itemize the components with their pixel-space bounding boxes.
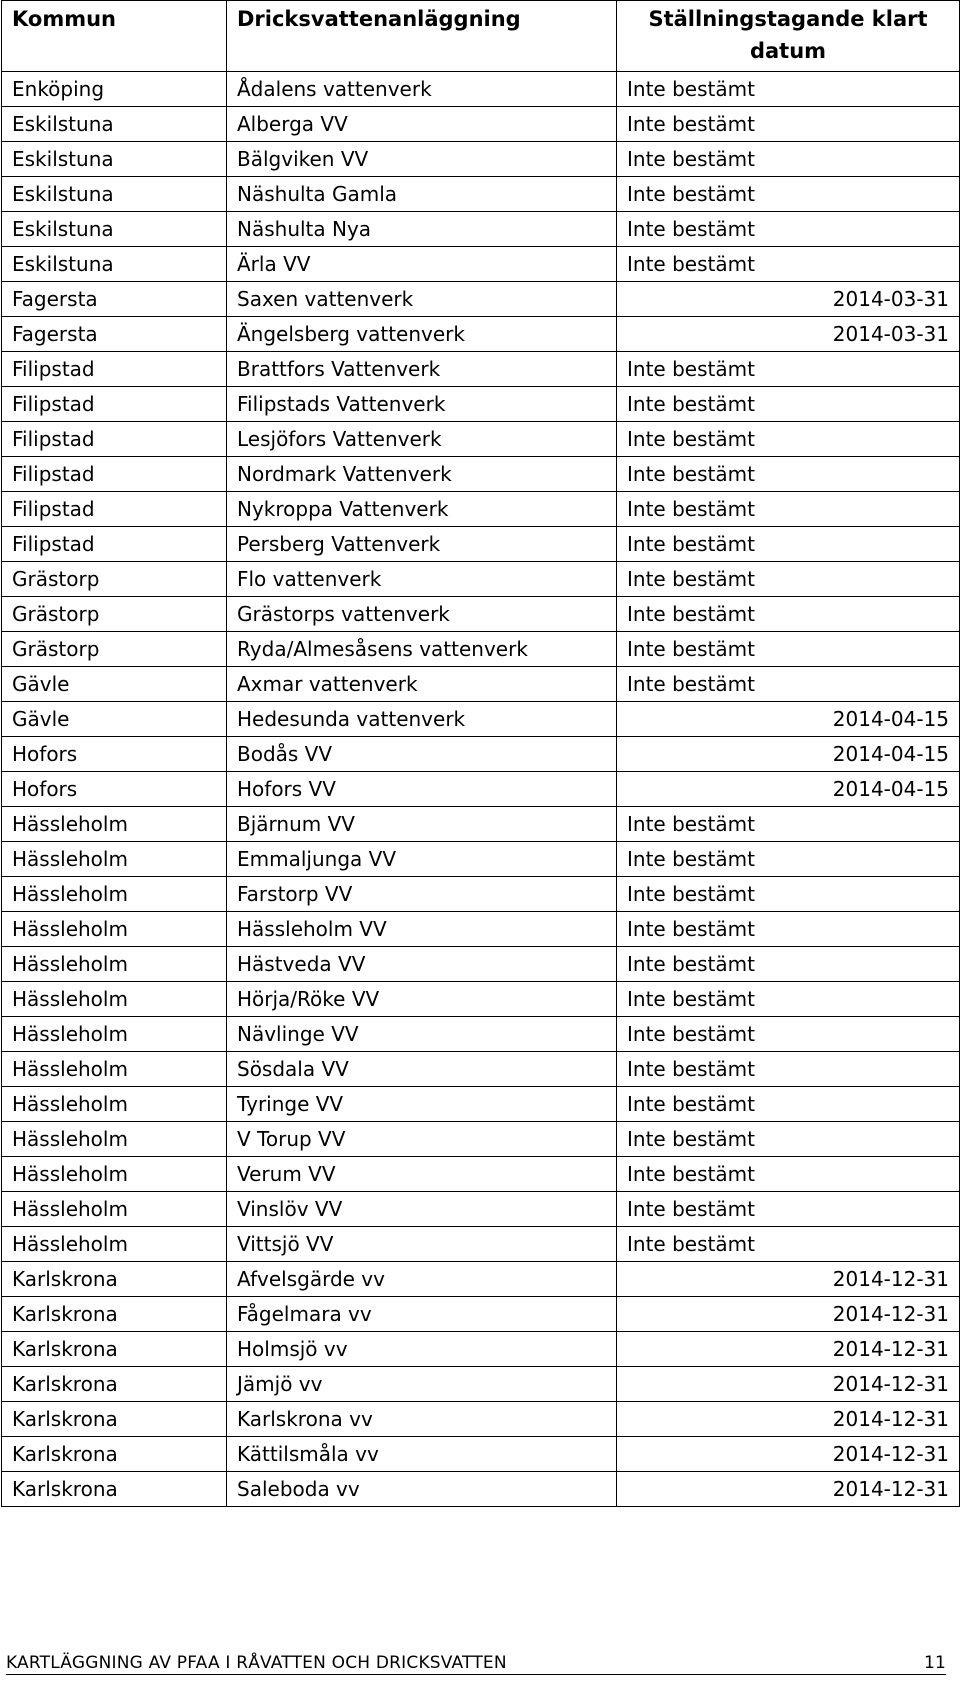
cell-plant: Vinslöv VV (227, 1192, 617, 1227)
cell-plant: Nordmark Vattenverk (227, 457, 617, 492)
header-plant: Dricksvattenanläggning (227, 1, 617, 72)
footer-title: KARTLÄGGNING AV PFAA I RÅVATTEN OCH DRICKSVATTEN (6, 1653, 507, 1673)
cell-status: Inte bestämt (617, 1157, 960, 1192)
cell-plant: Karlskrona vv (227, 1402, 617, 1437)
table-row (2, 982, 960, 1017)
cell-status: 2014-12-31 (617, 1297, 960, 1332)
table-row (2, 212, 960, 247)
cell-plant: Lesjöfors Vattenverk (227, 422, 617, 457)
table-row (2, 1472, 960, 1507)
cell-municipality: Filipstad (2, 492, 227, 527)
cell-municipality: Hässleholm (2, 1157, 227, 1192)
table-row (2, 912, 960, 947)
cell-plant: Nykroppa Vattenverk (227, 492, 617, 527)
cell-status: 2014-04-15 (617, 702, 960, 737)
cell-plant: Saleboda vv (227, 1472, 617, 1507)
cell-municipality: Karlskrona (2, 1402, 227, 1437)
table-row (2, 177, 960, 212)
table-row (2, 1122, 960, 1157)
cell-status: 2014-03-31 (617, 317, 960, 352)
cell-plant: Afvelsgärde vv (227, 1262, 617, 1297)
cell-municipality: Filipstad (2, 352, 227, 387)
cell-municipality: Gävle (2, 667, 227, 702)
cell-plant: Persberg Vattenverk (227, 527, 617, 562)
table-row (2, 142, 960, 177)
cell-plant: Emmaljunga VV (227, 842, 617, 877)
table-row (2, 702, 960, 737)
table-row (2, 1402, 960, 1437)
cell-municipality: Karlskrona (2, 1472, 227, 1507)
cell-municipality: Eskilstuna (2, 177, 227, 212)
table-row (2, 1297, 960, 1332)
cell-status: Inte bestämt (617, 1017, 960, 1052)
cell-municipality: Hässleholm (2, 877, 227, 912)
cell-status: Inte bestämt (617, 947, 960, 982)
cell-status: Inte bestämt (617, 562, 960, 597)
cell-municipality: Hässleholm (2, 1192, 227, 1227)
cell-status: Inte bestämt (617, 107, 960, 142)
table-row (2, 632, 960, 667)
cell-plant: Kättilsmåla vv (227, 1437, 617, 1472)
cell-municipality: Filipstad (2, 387, 227, 422)
cell-plant: Hässleholm VV (227, 912, 617, 947)
cell-municipality: Hässleholm (2, 1122, 227, 1157)
cell-municipality: Filipstad (2, 422, 227, 457)
cell-status: 2014-12-31 (617, 1402, 960, 1437)
table-row (2, 282, 960, 317)
cell-status: 2014-03-31 (617, 282, 960, 317)
cell-status: Inte bestämt (617, 632, 960, 667)
cell-municipality: Hässleholm (2, 842, 227, 877)
table-row (2, 877, 960, 912)
cell-plant: Farstorp VV (227, 877, 617, 912)
cell-plant: Näshulta Nya (227, 212, 617, 247)
cell-municipality: Hofors (2, 772, 227, 807)
cell-status: 2014-12-31 (617, 1262, 960, 1297)
cell-status: 2014-04-15 (617, 737, 960, 772)
cell-municipality: Hässleholm (2, 982, 227, 1017)
table-row (2, 457, 960, 492)
table-row (2, 72, 960, 107)
cell-municipality: Karlskrona (2, 1297, 227, 1332)
table-row (2, 842, 960, 877)
cell-status: Inte bestämt (617, 422, 960, 457)
cell-plant: Holmsjö vv (227, 1332, 617, 1367)
cell-plant: Bälgviken VV (227, 142, 617, 177)
cell-municipality: Eskilstuna (2, 107, 227, 142)
header-municipality: Kommun (2, 1, 227, 72)
table-row (2, 107, 960, 142)
cell-status: 2014-12-31 (617, 1367, 960, 1402)
cell-municipality: Hässleholm (2, 1227, 227, 1262)
cell-plant: Vittsjö VV (227, 1227, 617, 1262)
cell-status: 2014-12-31 (617, 1332, 960, 1367)
page-number: 11 (923, 1653, 946, 1673)
table-row (2, 247, 960, 282)
table-body (2, 72, 960, 1507)
cell-municipality: Karlskrona (2, 1437, 227, 1472)
table-row (2, 772, 960, 807)
cell-status: Inte bestämt (617, 597, 960, 632)
cell-status: Inte bestämt (617, 352, 960, 387)
table-header-row (2, 1, 960, 72)
cell-plant: Fågelmara vv (227, 1297, 617, 1332)
cell-plant: Verum VV (227, 1157, 617, 1192)
cell-municipality: Grästorp (2, 597, 227, 632)
cell-municipality: Karlskrona (2, 1262, 227, 1297)
table-row (2, 422, 960, 457)
cell-plant: Tyringe VV (227, 1087, 617, 1122)
cell-municipality: Hässleholm (2, 1052, 227, 1087)
drinking-water-plants-table (1, 0, 960, 1507)
cell-status: Inte bestämt (617, 842, 960, 877)
table-row (2, 1367, 960, 1402)
cell-status: Inte bestämt (617, 177, 960, 212)
table-row (2, 1192, 960, 1227)
cell-status: 2014-04-15 (617, 772, 960, 807)
cell-municipality: Filipstad (2, 457, 227, 492)
cell-status: Inte bestämt (617, 912, 960, 947)
cell-status: Inte bestämt (617, 667, 960, 702)
table-row (2, 1087, 960, 1122)
cell-status: Inte bestämt (617, 457, 960, 492)
cell-status: Inte bestämt (617, 1052, 960, 1087)
cell-status: Inte bestämt (617, 387, 960, 422)
cell-status: Inte bestämt (617, 1087, 960, 1122)
cell-municipality: Filipstad (2, 527, 227, 562)
cell-municipality: Hässleholm (2, 947, 227, 982)
table-row (2, 1157, 960, 1192)
cell-status: Inte bestämt (617, 212, 960, 247)
table-row (2, 667, 960, 702)
table-row (2, 527, 960, 562)
cell-plant: Flo vattenverk (227, 562, 617, 597)
cell-municipality: Eskilstuna (2, 247, 227, 282)
cell-plant: Hedesunda vattenverk (227, 702, 617, 737)
table-row (2, 317, 960, 352)
cell-plant: Ängelsberg vattenverk (227, 317, 617, 352)
cell-plant: Sösdala VV (227, 1052, 617, 1087)
table-row (2, 1017, 960, 1052)
cell-status: 2014-12-31 (617, 1437, 960, 1472)
cell-status: Inte bestämt (617, 247, 960, 282)
cell-plant: Grästorps vattenverk (227, 597, 617, 632)
cell-municipality: Grästorp (2, 562, 227, 597)
table-row (2, 597, 960, 632)
cell-status: Inte bestämt (617, 142, 960, 177)
cell-plant: Brattfors Vattenverk (227, 352, 617, 387)
cell-plant: Nävlinge VV (227, 1017, 617, 1052)
cell-plant: Alberga VV (227, 107, 617, 142)
cell-plant: Hörja/Röke VV (227, 982, 617, 1017)
cell-municipality: Hofors (2, 737, 227, 772)
table-row (2, 1332, 960, 1367)
table-row (2, 807, 960, 842)
cell-status: Inte bestämt (617, 72, 960, 107)
cell-municipality: Hässleholm (2, 1017, 227, 1052)
cell-status: Inte bestämt (617, 807, 960, 842)
cell-plant: Hofors VV (227, 772, 617, 807)
cell-plant: Ärla VV (227, 247, 617, 282)
table-row (2, 1262, 960, 1297)
cell-municipality: Eskilstuna (2, 142, 227, 177)
cell-plant: Hästveda VV (227, 947, 617, 982)
cell-status: Inte bestämt (617, 527, 960, 562)
cell-municipality: Karlskrona (2, 1367, 227, 1402)
table-row (2, 737, 960, 772)
cell-municipality: Karlskrona (2, 1332, 227, 1367)
table-row (2, 352, 960, 387)
table-row (2, 1227, 960, 1262)
cell-status: Inte bestämt (617, 1122, 960, 1157)
table-row (2, 947, 960, 982)
cell-municipality: Hässleholm (2, 912, 227, 947)
cell-plant: V Torup VV (227, 1122, 617, 1157)
cell-municipality: Hässleholm (2, 807, 227, 842)
cell-plant: Axmar vattenverk (227, 667, 617, 702)
cell-plant: Jämjö vv (227, 1367, 617, 1402)
cell-plant: Saxen vattenverk (227, 282, 617, 317)
cell-plant: Bodås VV (227, 737, 617, 772)
cell-municipality: Hässleholm (2, 1087, 227, 1122)
cell-plant: Näshulta Gamla (227, 177, 617, 212)
cell-municipality: Eskilstuna (2, 212, 227, 247)
cell-municipality: Grästorp (2, 632, 227, 667)
cell-status: Inte bestämt (617, 1227, 960, 1262)
cell-plant: Ryda/Almesåsens vattenverk (227, 632, 617, 667)
cell-status: Inte bestämt (617, 492, 960, 527)
cell-status: Inte bestämt (617, 877, 960, 912)
header-status: Ställningstagande klart datum (617, 1, 960, 72)
table-row (2, 1437, 960, 1472)
cell-plant: Filipstads Vattenverk (227, 387, 617, 422)
cell-municipality: Fagersta (2, 282, 227, 317)
table-row (2, 1052, 960, 1087)
cell-municipality: Fagersta (2, 317, 227, 352)
table-row (2, 562, 960, 597)
cell-plant: Ådalens vattenverk (227, 72, 617, 107)
cell-status: 2014-12-31 (617, 1472, 960, 1507)
cell-status: Inte bestämt (617, 982, 960, 1017)
cell-plant: Bjärnum VV (227, 807, 617, 842)
footer-rule (6, 1674, 946, 1675)
table-row (2, 387, 960, 422)
cell-municipality: Gävle (2, 702, 227, 737)
cell-municipality: Enköping (2, 72, 227, 107)
cell-status: Inte bestämt (617, 1192, 960, 1227)
table-row (2, 492, 960, 527)
